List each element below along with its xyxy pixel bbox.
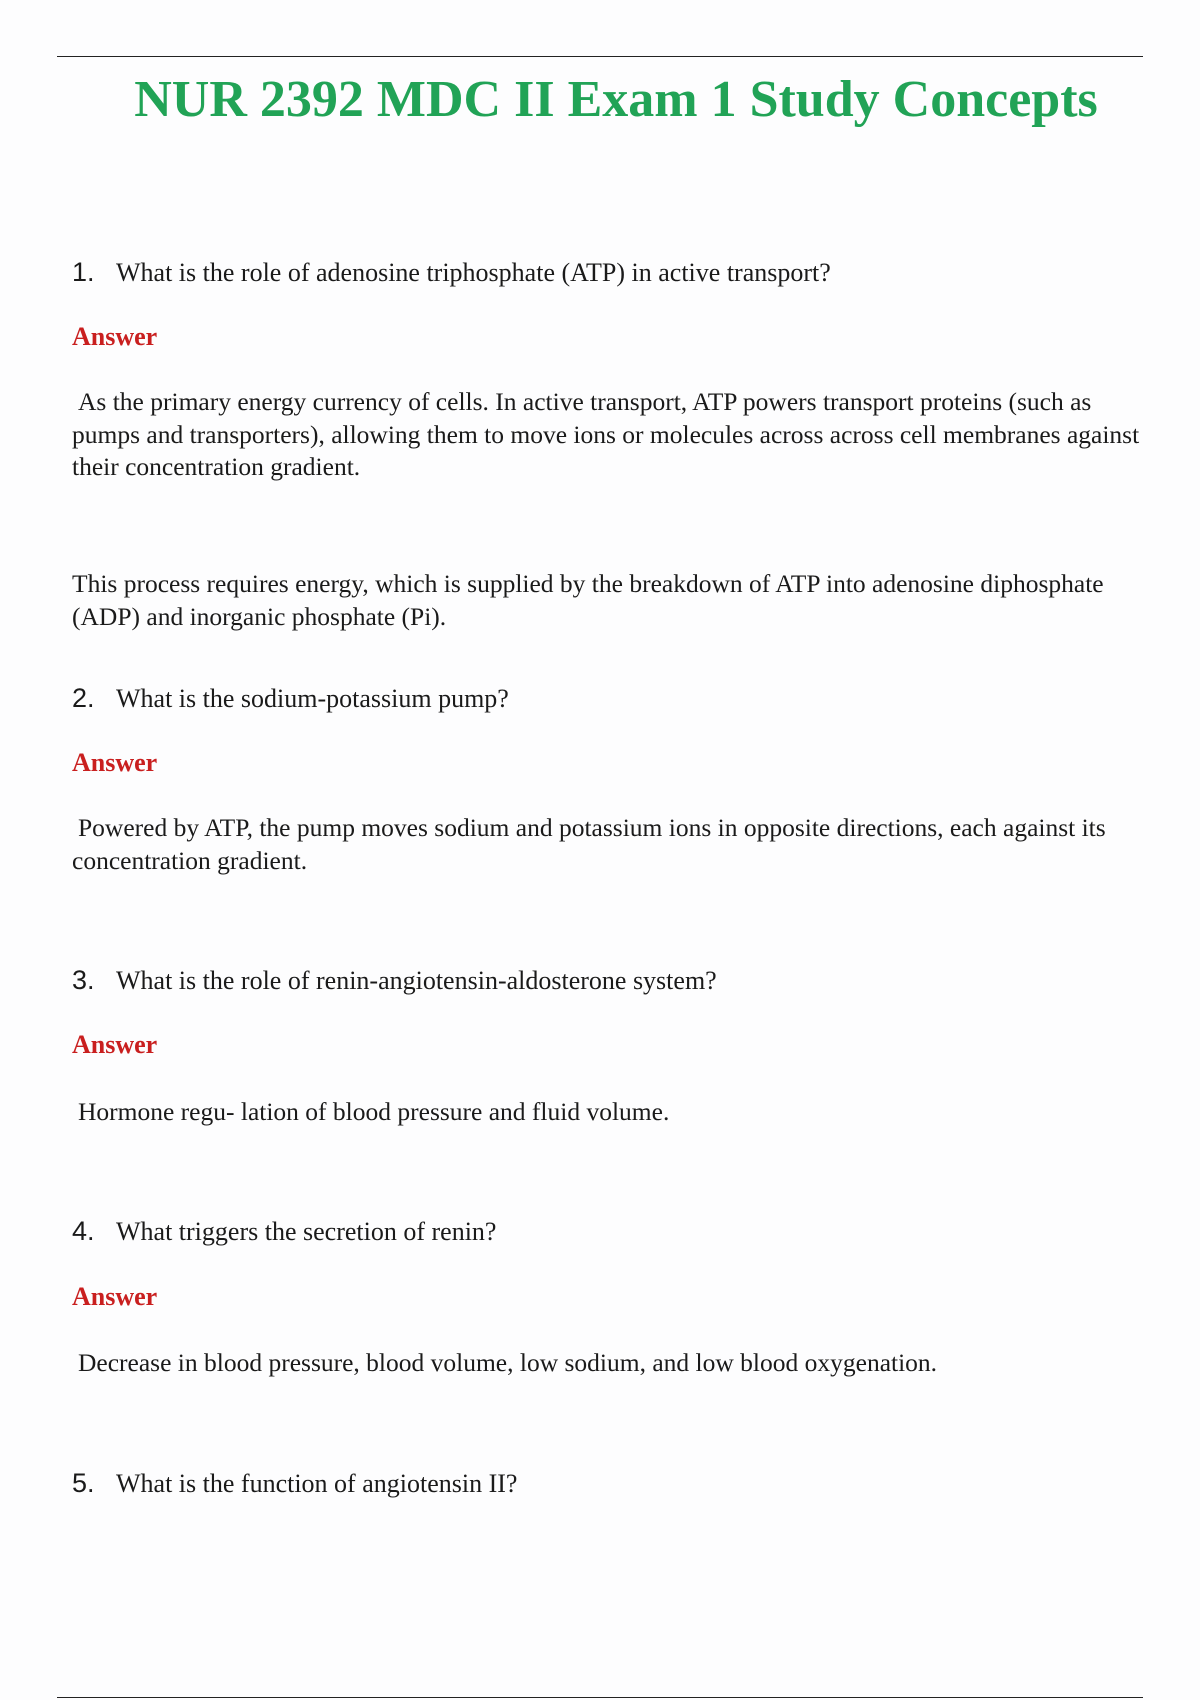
question-text: What is the role of adenosine triphosphate (ATP) in active transport? bbox=[116, 258, 831, 287]
page-title: NUR 2392 MDC II Exam 1 Study Concepts bbox=[134, 71, 1098, 128]
question-4 bbox=[72, 1215, 1152, 1248]
answer-4 bbox=[72, 1347, 1162, 1380]
answer-label: Answer bbox=[72, 748, 158, 777]
question-number: 4. bbox=[72, 1216, 95, 1246]
question-5 bbox=[72, 1467, 1152, 1500]
question-2 bbox=[72, 682, 1152, 715]
answer-paragraph: Hormone regu- lation of blood pressure and fluid volume. bbox=[78, 1097, 670, 1126]
answer-1-continued bbox=[72, 568, 1162, 633]
answer-paragraph: As the primary energy currency of cells. In active transport, ATP powers transport proteins (such as pumps and transporters), allowing them to move ions or molecules across across cell membranes against their concentration gradient. bbox=[72, 387, 1140, 481]
answer-3 bbox=[72, 1096, 1162, 1129]
answer-label: Answer bbox=[72, 1030, 158, 1059]
answer-label: Answer bbox=[72, 322, 158, 351]
question-text: What is the role of renin-angiotensin-aldosterone system? bbox=[116, 966, 717, 995]
answer-paragraph: Powered by ATP, the pump moves sodium and potassium ions in opposite directions, each against its concentration gradient. bbox=[72, 813, 1106, 875]
top-divider bbox=[57, 56, 1143, 57]
answer-paragraph: Decrease in blood pressure, blood volume, low sodium, and low blood oxygenation. bbox=[78, 1348, 938, 1377]
question-3 bbox=[72, 964, 1152, 997]
answer-1 bbox=[72, 386, 1162, 484]
question-1 bbox=[72, 256, 1152, 289]
bottom-divider bbox=[57, 1697, 1143, 1698]
answer-2 bbox=[72, 812, 1162, 877]
question-number: 5. bbox=[72, 1468, 95, 1498]
answer-paragraph: This process requires energy, which is supplied by the breakdown of ATP into adenosine diphosphate (ADP) and inorganic phosphate (Pi). bbox=[72, 569, 1104, 631]
question-text: What is the function of angiotensin II? bbox=[116, 1469, 518, 1498]
question-number: 1. bbox=[72, 257, 95, 287]
question-number: 3. bbox=[72, 965, 95, 995]
question-text: What is the sodium-potassium pump? bbox=[116, 684, 509, 713]
answer-label: Answer bbox=[72, 1282, 158, 1311]
question-text: What triggers the secretion of renin? bbox=[116, 1217, 497, 1246]
question-number: 2. bbox=[72, 683, 95, 713]
